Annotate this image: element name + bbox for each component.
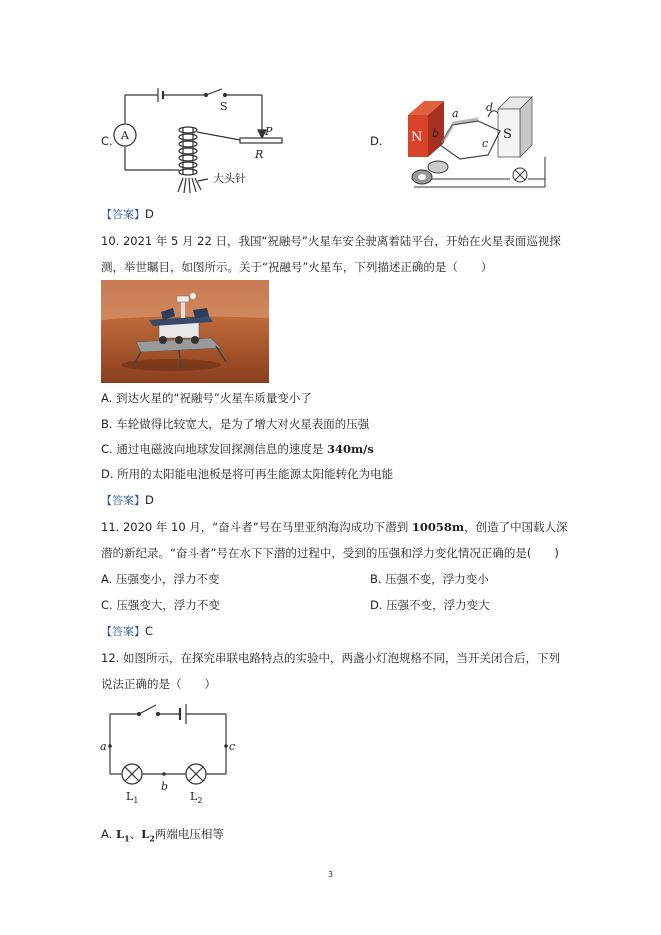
coil-label-b: b xyxy=(432,127,440,140)
answer-value: D xyxy=(145,207,154,221)
q10-option-b: B. 车轮做得比较宽大，是为了增大对火星表面的压强 xyxy=(101,417,370,431)
point-b-label: b xyxy=(161,780,169,793)
q12-option-a-l2: L xyxy=(141,827,150,841)
coil-label-a: a xyxy=(452,107,459,120)
magnet-n-label: N xyxy=(411,130,423,145)
switch-blade xyxy=(139,705,156,714)
slider-label-p: P xyxy=(265,125,273,138)
q12-option-a-l1-sub: 1 xyxy=(124,833,130,844)
answer-value: C xyxy=(145,624,154,638)
q10-stem-line2: 测，举世瞩目，如图所示。关于“祝融号”火星车，下列描述正确的是（ ） xyxy=(101,260,493,274)
point-b xyxy=(162,772,166,776)
answer-value: D xyxy=(145,493,154,507)
pins-label: 大头针 xyxy=(213,172,246,185)
switch-blade xyxy=(206,89,222,95)
q12-option-a-letter: A. xyxy=(101,827,116,841)
q11-stem-prefix: 11. 2020 年 10 月，“奋斗者”号在马里亚纳海沟成功下潜到 xyxy=(101,520,412,534)
q11-answer xyxy=(101,624,153,639)
q11-option-a: A. 压强变小，浮力不变 xyxy=(101,572,220,586)
q12-option-a-l1: L xyxy=(115,827,125,841)
ammeter-label: A xyxy=(121,129,129,142)
q11-stem-suffix: ，创造了中国载人深 xyxy=(464,520,568,534)
point-a xyxy=(108,744,112,748)
q10-option-d: D. 所用的太阳能电池板是将可再生能源太阳能转化为电能 xyxy=(101,467,394,481)
q12-option-a-sep: 、 xyxy=(129,827,142,841)
rheostat-bar xyxy=(240,138,282,143)
answer-tag: 【答案】 xyxy=(101,494,145,507)
option-c-label: C. xyxy=(101,134,113,148)
magnet-s-label: S xyxy=(503,127,512,142)
q10-answer xyxy=(101,493,154,508)
q11-option-d: D. 压强不变，浮力变大 xyxy=(370,598,490,612)
q11-stem-line1 xyxy=(101,520,568,534)
q12-option-a xyxy=(101,827,224,845)
q9-answer xyxy=(101,207,154,222)
point-c-label: c xyxy=(229,740,236,753)
q10-option-a: A. 到达火星的“祝融号”火星车质量变小了 xyxy=(101,391,312,405)
q12-stem-line1: 12. 如图所示，在探究串联电路特点的实验中，两盏小灯泡规格不同，当开关闭合后，下列 xyxy=(101,651,560,665)
coil-label-d: d xyxy=(486,101,494,114)
point-a-label: a xyxy=(100,740,107,753)
coil-label-c: c xyxy=(482,137,489,150)
answer-tag: 【答案】 xyxy=(101,208,145,221)
lamp-l2-label: $L_2$ xyxy=(190,790,203,805)
q11-stem-depth: 10058m xyxy=(411,520,465,534)
figure-d-motor xyxy=(400,95,550,195)
q12-option-a-l2-sub: 2 xyxy=(149,833,155,844)
point-c xyxy=(224,744,228,748)
q12-option-a-text: 两端电压相等 xyxy=(154,827,224,841)
q10-option-c-value: 340m/s xyxy=(327,442,374,456)
figure-c-circuit xyxy=(105,80,295,195)
page-number: 3 xyxy=(327,870,334,879)
figure-series-circuit xyxy=(100,700,240,810)
rheostat-label-r: R xyxy=(255,148,264,161)
q12-stem-line2: 说法正确的是（ ） xyxy=(101,677,216,691)
q10-option-c-text: C. 通过电磁波向地球发回探测信息的速度是 xyxy=(101,442,327,456)
option-d-label: D. xyxy=(370,134,383,148)
answer-tag: 【答案】 xyxy=(101,625,145,638)
switch-label: S xyxy=(220,100,228,113)
lamp-l1-label: $L_1$ xyxy=(126,790,139,805)
q10-option-c xyxy=(101,442,374,456)
q10-stem-line1: 10. 2021 年 5 月 22 日，我国“祝融号”火星车安全驶离着陆平台，开始在火星表面巡视探 xyxy=(101,234,561,248)
q11-option-b: B. 压强不变，浮力变小 xyxy=(370,572,489,586)
q11-option-c: C. 压强变大，浮力不变 xyxy=(101,598,220,612)
q11-stem-line2: 潜的新纪录。“奋斗者”号在水下下潜的过程中，受到的压强和浮力变化情况正确的是( ) xyxy=(101,546,559,560)
mars-rover-photo xyxy=(101,280,269,383)
